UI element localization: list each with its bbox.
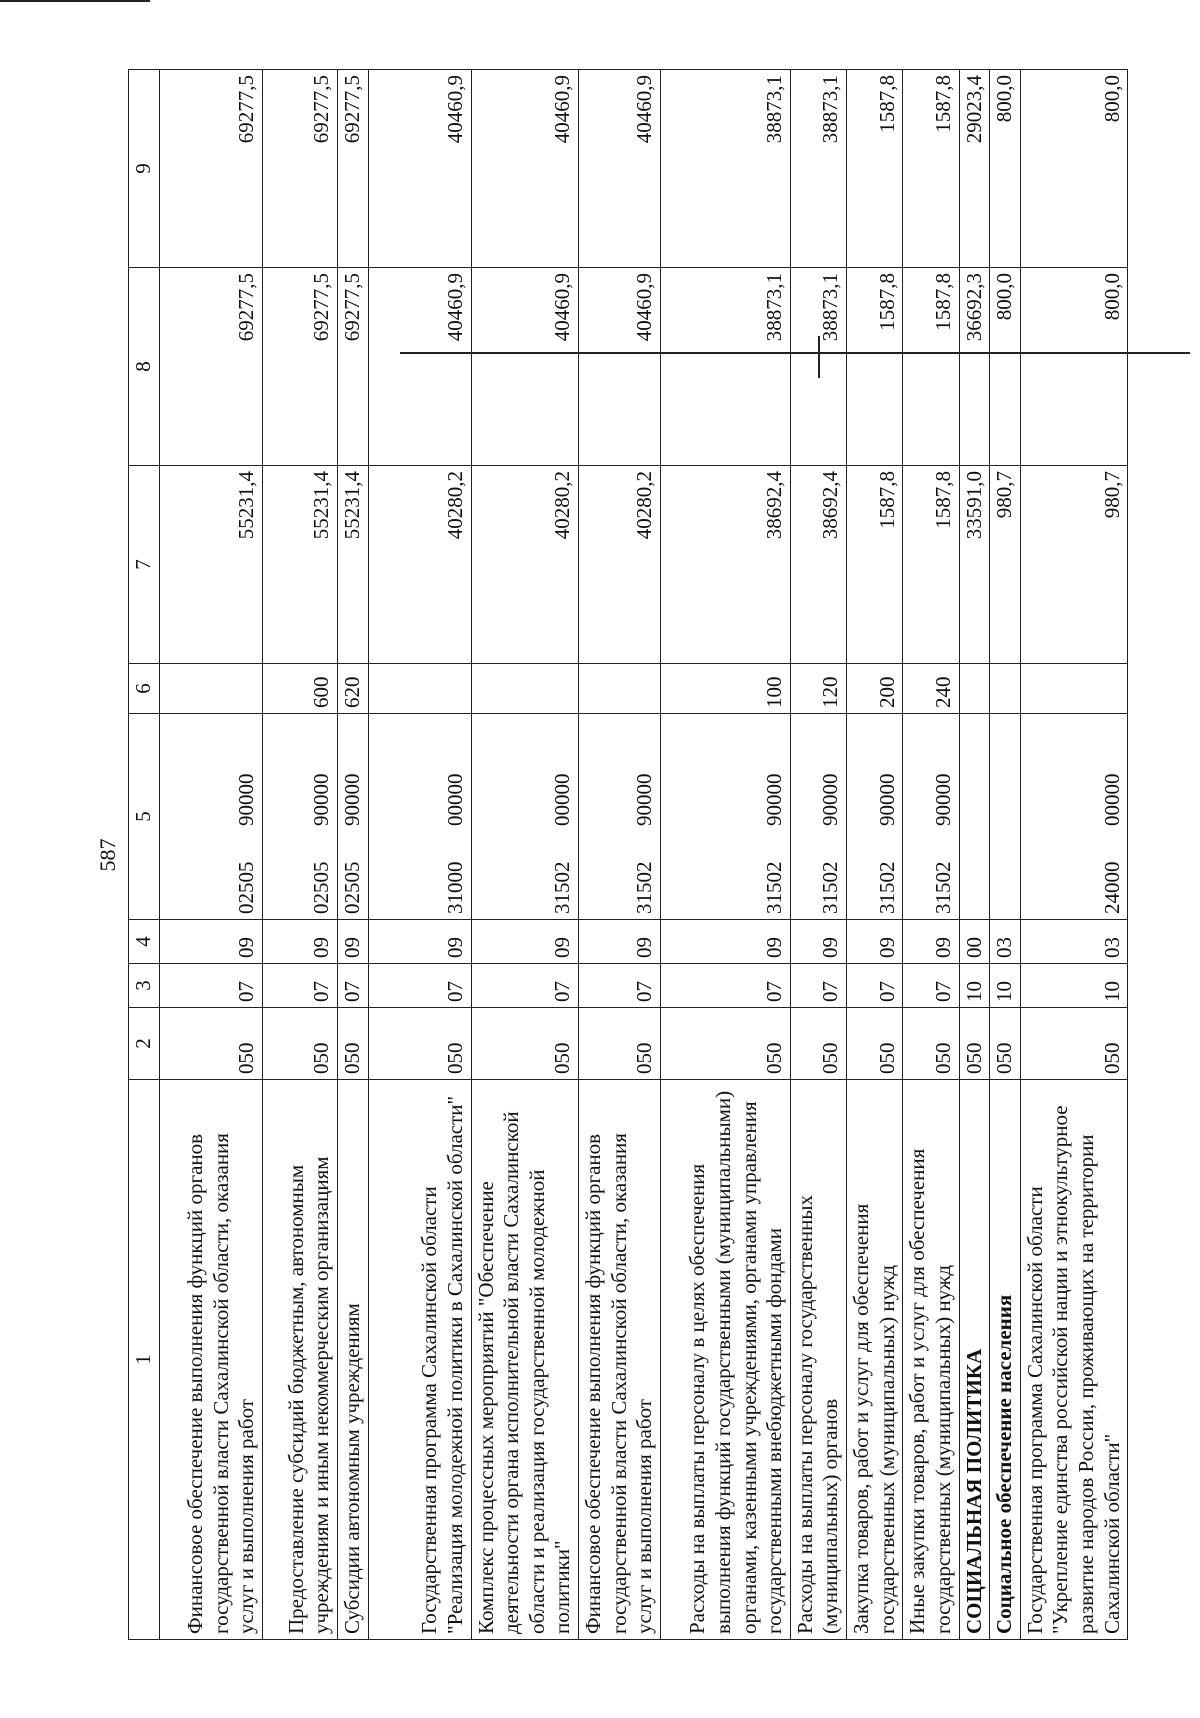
section-code: 07: [263, 964, 338, 1008]
expense-type-code: 200: [847, 664, 903, 714]
section-code: 07: [903, 964, 959, 1008]
target-article-part-a: 31502: [874, 861, 899, 914]
row-name: Финансовое обеспечение выполнения функций органов государственной власти Сахалинской области, оказания услуг и выполнения работ: [160, 1080, 263, 1640]
target-article-part-a: 31502: [550, 861, 575, 914]
amount-col9: 40460,9: [471, 70, 578, 268]
expense-type-code: 620: [338, 664, 369, 714]
target-article-part-a: 31502: [930, 861, 955, 914]
section-code: 07: [790, 964, 846, 1008]
amount-col7: 1587,8: [847, 466, 903, 664]
amount-col9: 40460,9: [368, 70, 471, 268]
section-code: 07: [579, 964, 661, 1008]
scan-edge-mark: [0, 0, 150, 2]
column-header-6: 6: [129, 664, 160, 714]
row-name: СОЦИАЛЬНАЯ ПОЛИТИКА: [959, 1080, 990, 1640]
target-article-part-a: 31502: [762, 861, 787, 914]
target-article-code: [990, 714, 1021, 920]
admin-code: 050: [990, 1008, 1021, 1080]
admin-code: 050: [263, 1008, 338, 1080]
section-code: 10: [990, 964, 1021, 1008]
target-article-code: [847, 714, 903, 920]
target-article-part-b: 90000: [632, 773, 657, 826]
target-article-part-a: 02505: [234, 861, 259, 914]
row-name: Социальное обеспечение населения: [990, 1080, 1021, 1640]
amount-col8: 69277,5: [160, 268, 263, 466]
expense-type-code: [160, 664, 263, 714]
subsection-code: 09: [160, 920, 263, 964]
target-article-part-a: 31000: [443, 861, 467, 914]
target-article-part-a: 31502: [632, 861, 657, 914]
admin-code: 050: [160, 1008, 263, 1080]
expense-type-code: 120: [790, 664, 846, 714]
admin-code: 050: [471, 1008, 578, 1080]
target-article-part-a: 24000: [1099, 861, 1124, 914]
amount-col8: 800,0: [1020, 268, 1127, 466]
target-article-code: [368, 714, 471, 920]
page-number: 587: [95, 838, 120, 872]
section-code: 10: [959, 964, 990, 1008]
section-code: 07: [160, 964, 263, 1008]
admin-code: 050: [1020, 1008, 1127, 1080]
amount-col9: 800,0: [1020, 70, 1127, 268]
subsection-code: 03: [990, 920, 1021, 964]
amount-col7: 1587,8: [903, 466, 959, 664]
row-name: Государственная программа Сахалинской области "Укрепление единства российской нации и этнокультурное развитие народов России, проживающих на территории Сахалинской области": [1020, 1080, 1127, 1640]
subsection-code: 09: [660, 920, 790, 964]
subsection-code: 09: [471, 920, 578, 964]
subsection-code: 09: [903, 920, 959, 964]
expense-type-code: [579, 664, 661, 714]
amount-col7: 38692,4: [790, 466, 846, 664]
subsection-code: 03: [1020, 920, 1127, 964]
target-article-part-b: 90000: [340, 773, 364, 826]
amount-col8: 40460,9: [368, 268, 471, 466]
row-name: Финансовое обеспечение выполнения функций органов государственной власти Сахалинской области, оказания услуг и выполнения работ: [579, 1080, 661, 1640]
target-article-code: [903, 714, 959, 920]
row-name: Комплекс процессных мероприятий "Обеспечение деятельности органа исполнительной власти Сахалинской области и реализация государственной молодежной политики": [471, 1080, 578, 1640]
amount-col8: 800,0: [990, 268, 1021, 466]
target-article-part-b: 90000: [762, 773, 787, 826]
column-header-8: 8: [129, 268, 160, 466]
section-code: 07: [368, 964, 471, 1008]
column-header-5: 5: [129, 714, 160, 920]
table-row: [338, 70, 369, 1640]
header-row: [129, 70, 160, 1640]
amount-col8: 40460,9: [579, 268, 661, 466]
row-name: Закупка товаров, работ и услуг для обеспечения государственных (муниципальных) нужд: [847, 1080, 903, 1640]
target-article-part-a: 02505: [309, 861, 334, 914]
admin-code: 050: [903, 1008, 959, 1080]
admin-code: 050: [579, 1008, 661, 1080]
table-row: [990, 70, 1021, 1640]
row-name: Иные закупки товаров, работ и услуг для обеспечения государственных (муниципальных) нужд: [903, 1080, 959, 1640]
row-name: Расходы на выплаты персоналу государственных (муниципальных) органов: [790, 1080, 846, 1640]
amount-col9: 29023,4: [959, 70, 990, 268]
table-row: [579, 70, 661, 1640]
amount-col7: 55231,4: [338, 466, 369, 664]
section-code: 10: [1020, 964, 1127, 1008]
section-code: 07: [471, 964, 578, 1008]
rotated-page: [90, 70, 1124, 1640]
subsection-code: 09: [368, 920, 471, 964]
table-row: [903, 70, 959, 1640]
target-article-part-a: 31502: [818, 861, 843, 914]
section-code: 07: [660, 964, 790, 1008]
expense-type-code: [959, 664, 990, 714]
subsection-code: 09: [263, 920, 338, 964]
table-row: [263, 70, 338, 1640]
section-code: 07: [847, 964, 903, 1008]
target-article-part-b: 90000: [818, 773, 843, 826]
column-header-4: 4: [129, 920, 160, 964]
row-name: Субсидии автономным учреждениям: [338, 1080, 369, 1640]
table-row: [1020, 70, 1127, 1640]
expense-type-code: [471, 664, 578, 714]
amount-col8: 38873,1: [660, 268, 790, 466]
target-article-code: [160, 714, 263, 920]
amount-col8: 1587,8: [847, 268, 903, 466]
amount-col7: 40280,2: [579, 466, 661, 664]
expense-type-code: [990, 664, 1021, 714]
amount-col9: 38873,1: [790, 70, 846, 268]
table-row: [959, 70, 990, 1640]
row-name: Предоставление субсидий бюджетным, автономным учреждениям и иным некоммерческим организациям: [263, 1080, 338, 1640]
admin-code: 050: [790, 1008, 846, 1080]
amount-col8: 38873,1: [790, 268, 846, 466]
table-row: [660, 70, 790, 1640]
amount-col9: 69277,5: [160, 70, 263, 268]
expense-type-code: 100: [660, 664, 790, 714]
column-header-1: 1: [129, 1080, 160, 1640]
table-row: [368, 70, 471, 1640]
target-article-code: [790, 714, 846, 920]
admin-code: 050: [338, 1008, 369, 1080]
table-row: [160, 70, 263, 1640]
target-article-code: [338, 714, 369, 920]
target-article-part-a: 02505: [340, 861, 364, 914]
column-header-2: 2: [129, 1008, 160, 1080]
section-code: 07: [338, 964, 369, 1008]
admin-code: 050: [660, 1008, 790, 1080]
subsection-code: 09: [790, 920, 846, 964]
amount-col8: 1587,8: [903, 268, 959, 466]
target-article-part-b: 00000: [550, 773, 575, 826]
table-body: [160, 70, 1128, 1640]
amount-col7: 40280,2: [368, 466, 471, 664]
amount-col8: 40460,9: [471, 268, 578, 466]
amount-col9: 800,0: [990, 70, 1021, 268]
amount-col7: 55231,4: [160, 466, 263, 664]
target-article-part-b: 90000: [930, 773, 955, 826]
target-article-part-b: 00000: [443, 773, 467, 826]
amount-col9: 69277,5: [338, 70, 369, 268]
amount-col7: 55231,4: [263, 466, 338, 664]
admin-code: 050: [847, 1008, 903, 1080]
amount-col9: 1587,8: [903, 70, 959, 268]
table-row: [847, 70, 903, 1640]
target-article-part-b: 00000: [1099, 773, 1124, 826]
amount-col7: 33591,0: [959, 466, 990, 664]
column-header-3: 3: [129, 964, 160, 1008]
amount-col8: 69277,5: [338, 268, 369, 466]
target-article-code: [959, 714, 990, 920]
budget-table: [128, 69, 1128, 1640]
amount-col9: 1587,8: [847, 70, 903, 268]
row-name: Государственная программа Сахалинской области "Реализация молодежной политики в Сахалинской области": [368, 1080, 471, 1640]
target-article-code: [1020, 714, 1127, 920]
table-row: [790, 70, 846, 1640]
subsection-code: 09: [338, 920, 369, 964]
expense-type-code: [1020, 664, 1127, 714]
subsection-code: 09: [579, 920, 661, 964]
amount-col8: 36692,3: [959, 268, 990, 466]
expense-type-code: 240: [903, 664, 959, 714]
admin-code: 050: [959, 1008, 990, 1080]
expense-type-code: 600: [263, 664, 338, 714]
target-article-part-b: 90000: [309, 773, 334, 826]
target-article-code: [471, 714, 578, 920]
subsection-code: 09: [847, 920, 903, 964]
target-article-part-b: 90000: [874, 773, 899, 826]
table-row: [471, 70, 578, 1640]
amount-col8: 69277,5: [263, 268, 338, 466]
target-article-part-b: 90000: [234, 773, 259, 826]
amount-col7: 980,7: [990, 466, 1021, 664]
column-header-9: 9: [129, 70, 160, 268]
amount-col9: 38873,1: [660, 70, 790, 268]
expense-type-code: [368, 664, 471, 714]
amount-col7: 40280,2: [471, 466, 578, 664]
amount-col7: 38692,4: [660, 466, 790, 664]
column-header-7: 7: [129, 466, 160, 664]
target-article-code: [263, 714, 338, 920]
admin-code: 050: [368, 1008, 471, 1080]
amount-col9: 69277,5: [263, 70, 338, 268]
amount-col7: 980,7: [1020, 466, 1127, 664]
row-name: Расходы на выплаты персоналу в целях обеспечения выполнения функций государственными (муниципальными) органами, казенными учреждениями, органами управления государственными внебюджетными фондами: [660, 1080, 790, 1640]
amount-col9: 40460,9: [579, 70, 661, 268]
target-article-code: [579, 714, 661, 920]
target-article-code: [660, 714, 790, 920]
subsection-code: 00: [959, 920, 990, 964]
